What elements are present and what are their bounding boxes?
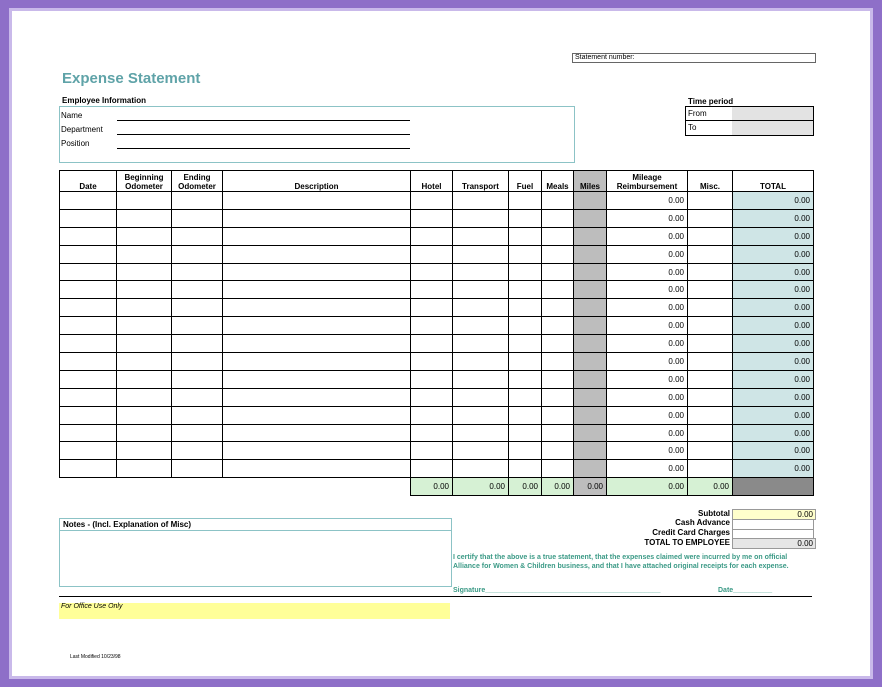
cell-beginning-odometer[interactable] [117, 245, 172, 263]
cell-date[interactable] [60, 317, 117, 335]
cell-misc[interactable] [688, 245, 733, 263]
totals-row [60, 478, 814, 496]
cell-meals[interactable] [542, 460, 574, 478]
transport-total: 0.00 [453, 478, 509, 496]
col-header-description: Description [223, 171, 411, 192]
cell-mileage-reimbursement: 0.00 [607, 299, 688, 317]
cell-fuel[interactable] [509, 406, 542, 424]
cell-mileage-reimbursement: 0.00 [607, 442, 688, 460]
col-header-beginning-odometer: Beginning Odometer [117, 171, 172, 192]
cell-ending-odometer[interactable] [172, 442, 223, 460]
table-row [60, 281, 814, 299]
cell-hotel[interactable] [411, 370, 453, 388]
cell-meals[interactable] [542, 245, 574, 263]
cell-transport[interactable] [453, 388, 509, 406]
table-row [60, 263, 814, 281]
cell-mileage-reimbursement: 0.00 [607, 281, 688, 299]
cell-date[interactable] [60, 227, 117, 245]
cell-date[interactable] [60, 245, 117, 263]
cell-transport[interactable] [453, 192, 509, 210]
cell-meals[interactable] [542, 388, 574, 406]
cell-beginning-odometer[interactable] [117, 209, 172, 227]
cell-mileage-reimbursement: 0.00 [607, 460, 688, 478]
cell-hotel[interactable] [411, 424, 453, 442]
col-header-misc: Misc. [688, 171, 733, 192]
cell-hotel[interactable] [411, 317, 453, 335]
cell-beginning-odometer[interactable] [117, 388, 172, 406]
cell-misc[interactable] [688, 227, 733, 245]
from-field[interactable] [732, 107, 813, 121]
cell-mileage-reimbursement: 0.00 [607, 353, 688, 371]
cell-description[interactable] [223, 263, 411, 281]
cell-misc[interactable] [688, 388, 733, 406]
to-label: To [688, 123, 697, 132]
cell-transport[interactable] [453, 424, 509, 442]
cell-meals[interactable] [542, 424, 574, 442]
cell-date[interactable] [60, 299, 117, 317]
cell-date[interactable] [60, 442, 117, 460]
position-input-line[interactable] [117, 148, 410, 149]
cell-total: 0.00 [733, 442, 814, 460]
cell-beginning-odometer[interactable] [117, 442, 172, 460]
to-field[interactable] [732, 121, 813, 135]
col-header-date: Date [60, 171, 117, 192]
cell-ending-odometer[interactable] [172, 370, 223, 388]
hotel-total: 0.00 [411, 478, 453, 496]
table-row [60, 460, 814, 478]
cell-meals[interactable] [542, 370, 574, 388]
cell-ending-odometer[interactable] [172, 424, 223, 442]
cell-misc[interactable] [688, 263, 733, 281]
cell-transport[interactable] [453, 370, 509, 388]
cell-fuel[interactable] [509, 299, 542, 317]
cell-hotel[interactable] [411, 388, 453, 406]
cell-beginning-odometer[interactable] [117, 281, 172, 299]
cell-miles[interactable] [574, 281, 607, 299]
cell-total: 0.00 [733, 388, 814, 406]
cell-meals[interactable] [542, 317, 574, 335]
cell-date[interactable] [60, 460, 117, 478]
cell-description[interactable] [223, 317, 411, 335]
cell-date[interactable] [60, 388, 117, 406]
cell-beginning-odometer[interactable] [117, 299, 172, 317]
time-period-heading: Time period [688, 97, 734, 106]
cell-hotel[interactable] [411, 460, 453, 478]
cell-hotel[interactable] [411, 442, 453, 460]
statement-number-label: Statement number: [575, 54, 635, 61]
cell-beginning-odometer[interactable] [117, 370, 172, 388]
cash-advance-label: Cash Advance [675, 518, 730, 527]
cell-mileage-reimbursement: 0.00 [607, 317, 688, 335]
cell-transport[interactable] [453, 353, 509, 371]
cell-ending-odometer[interactable] [172, 192, 223, 210]
cell-total: 0.00 [733, 460, 814, 478]
cell-misc[interactable] [688, 424, 733, 442]
cell-total: 0.00 [733, 192, 814, 210]
cell-description[interactable] [223, 460, 411, 478]
cell-fuel[interactable] [509, 442, 542, 460]
cell-hotel[interactable] [411, 335, 453, 353]
cell-total: 0.00 [733, 281, 814, 299]
cell-meals[interactable] [542, 263, 574, 281]
cell-ending-odometer[interactable] [172, 227, 223, 245]
cell-misc[interactable] [688, 209, 733, 227]
cell-beginning-odometer[interactable] [117, 335, 172, 353]
cell-description[interactable] [223, 281, 411, 299]
cell-total: 0.00 [733, 263, 814, 281]
subtotal-label: Subtotal [698, 509, 730, 518]
expense-table [59, 170, 814, 496]
cell-transport[interactable] [453, 442, 509, 460]
cell-date[interactable] [60, 370, 117, 388]
cell-meals[interactable] [542, 335, 574, 353]
cell-hotel[interactable] [411, 192, 453, 210]
cell-total: 0.00 [733, 353, 814, 371]
cell-description[interactable] [223, 442, 411, 460]
cell-miles[interactable] [574, 388, 607, 406]
cell-fuel[interactable] [509, 245, 542, 263]
cell-miles[interactable] [574, 263, 607, 281]
office-use-label: For Office Use Only [61, 603, 123, 610]
cell-total: 0.00 [733, 370, 814, 388]
cell-fuel[interactable] [509, 281, 542, 299]
cell-hotel[interactable] [411, 263, 453, 281]
col-header-miles: Miles [574, 171, 607, 192]
cell-description[interactable] [223, 388, 411, 406]
cell-total: 0.00 [733, 317, 814, 335]
cell-miles[interactable] [574, 209, 607, 227]
cell-mileage-reimbursement: 0.00 [607, 227, 688, 245]
from-label: From [686, 107, 732, 121]
cell-fuel[interactable] [509, 460, 542, 478]
cell-transport[interactable] [453, 317, 509, 335]
cell-meals[interactable] [542, 299, 574, 317]
cell-beginning-odometer[interactable] [117, 227, 172, 245]
cell-date[interactable] [60, 192, 117, 210]
cell-ending-odometer[interactable] [172, 335, 223, 353]
statement-number-field[interactable] [572, 53, 816, 63]
cell-fuel[interactable] [509, 209, 542, 227]
cell-misc[interactable] [688, 299, 733, 317]
cell-transport[interactable] [453, 227, 509, 245]
cell-description[interactable] [223, 406, 411, 424]
certification-text: I certify that the above is a true statement, that the expenses claimed were incurred by me on official Alliance for Women & Children business, and that I have attached original receipts for each expense. [453, 554, 789, 570]
table-row [60, 209, 814, 227]
table-row [60, 442, 814, 460]
cell-total: 0.00 [733, 406, 814, 424]
cell-misc[interactable] [688, 442, 733, 460]
cell-miles[interactable] [574, 192, 607, 210]
cell-beginning-odometer[interactable] [117, 460, 172, 478]
cell-ending-odometer[interactable] [172, 317, 223, 335]
cell-miles[interactable] [574, 317, 607, 335]
cell-ending-odometer[interactable] [172, 281, 223, 299]
miles-total: 0.00 [574, 478, 607, 496]
table-row [60, 335, 814, 353]
cell-misc[interactable] [688, 353, 733, 371]
cell-date[interactable] [60, 335, 117, 353]
cell-ending-odometer[interactable] [172, 406, 223, 424]
col-header-meals: Meals [542, 171, 574, 192]
cell-miles[interactable] [574, 406, 607, 424]
table-row [60, 299, 814, 317]
cell-misc[interactable] [688, 460, 733, 478]
cell-meals[interactable] [542, 281, 574, 299]
date-line[interactable]: Date__________ [718, 587, 773, 594]
cell-beginning-odometer[interactable] [117, 424, 172, 442]
cell-fuel[interactable] [509, 263, 542, 281]
table-row [60, 227, 814, 245]
cell-date[interactable] [60, 281, 117, 299]
cell-misc[interactable] [688, 192, 733, 210]
cell-transport[interactable] [453, 299, 509, 317]
col-header-hotel: Hotel [411, 171, 453, 192]
col-header-mileage-reimbursement: Mileage Reimbursement [607, 171, 688, 192]
time-period-box [685, 106, 814, 136]
cell-fuel[interactable] [509, 424, 542, 442]
cell-hotel[interactable] [411, 245, 453, 263]
table-row [60, 406, 814, 424]
cell-misc[interactable] [688, 281, 733, 299]
cell-ending-odometer[interactable] [172, 209, 223, 227]
total-to-employee-value: 0.00 [732, 538, 816, 549]
cell-date[interactable] [60, 209, 117, 227]
cell-mileage-reimbursement: 0.00 [607, 192, 688, 210]
cell-mileage-reimbursement: 0.00 [607, 245, 688, 263]
cell-ending-odometer[interactable] [172, 299, 223, 317]
cell-beginning-odometer[interactable] [117, 406, 172, 424]
page-title: Expense Statement [62, 70, 201, 87]
cell-meals[interactable] [542, 227, 574, 245]
cell-misc[interactable] [688, 406, 733, 424]
cell-total: 0.00 [733, 299, 814, 317]
cell-misc[interactable] [688, 317, 733, 335]
cell-transport[interactable] [453, 245, 509, 263]
total-to-employee-label: TOTAL TO EMPLOYEE [644, 538, 730, 547]
cell-beginning-odometer[interactable] [117, 353, 172, 371]
cell-transport[interactable] [453, 335, 509, 353]
cell-date[interactable] [60, 353, 117, 371]
col-header-transport: Transport [453, 171, 509, 192]
cell-description[interactable] [223, 353, 411, 371]
office-use-box[interactable] [59, 603, 450, 619]
cell-date[interactable] [60, 424, 117, 442]
cell-description[interactable] [223, 424, 411, 442]
cell-fuel[interactable] [509, 370, 542, 388]
table-row [60, 388, 814, 406]
col-header-ending-odometer: Ending Odometer [172, 171, 223, 192]
last-modified: Last Modified 10/23/98 [70, 654, 121, 660]
table-row [60, 353, 814, 371]
name-input-line[interactable] [117, 120, 410, 121]
cell-transport[interactable] [453, 406, 509, 424]
cell-misc[interactable] [688, 335, 733, 353]
name-label: Name [61, 111, 83, 120]
cell-mileage-reimbursement: 0.00 [607, 335, 688, 353]
table-row [60, 245, 814, 263]
cell-hotel[interactable] [411, 227, 453, 245]
employee-info-heading: Employee Information [62, 96, 147, 105]
cell-meals[interactable] [542, 192, 574, 210]
table-row [60, 317, 814, 335]
cell-total: 0.00 [733, 227, 814, 245]
table-row [60, 424, 814, 442]
cell-description[interactable] [223, 192, 411, 210]
cell-total: 0.00 [733, 424, 814, 442]
cell-beginning-odometer[interactable] [117, 263, 172, 281]
cell-hotel[interactable] [411, 281, 453, 299]
cell-ending-odometer[interactable] [172, 245, 223, 263]
cell-meals[interactable] [542, 442, 574, 460]
cell-mileage-reimbursement: 0.00 [607, 209, 688, 227]
cell-ending-odometer[interactable] [172, 353, 223, 371]
cell-meals[interactable] [542, 353, 574, 371]
cell-miles[interactable] [574, 442, 607, 460]
cell-mileage-reimbursement: 0.00 [607, 370, 688, 388]
cell-description[interactable] [223, 335, 411, 353]
cell-miles[interactable] [574, 353, 607, 371]
cell-hotel[interactable] [411, 209, 453, 227]
cell-description[interactable] [223, 227, 411, 245]
cell-date[interactable] [60, 406, 117, 424]
signature-line[interactable]: Signature_____________________________________________ [453, 587, 661, 594]
notes-box[interactable] [59, 518, 452, 587]
cell-miles[interactable] [574, 424, 607, 442]
cell-meals[interactable] [542, 406, 574, 424]
misc-total: 0.00 [688, 478, 733, 496]
cell-ending-odometer[interactable] [172, 388, 223, 406]
cell-hotel[interactable] [411, 406, 453, 424]
cell-total: 0.00 [733, 245, 814, 263]
mileage-total: 0.00 [607, 478, 688, 496]
cell-miles[interactable] [574, 370, 607, 388]
cell-miles[interactable] [574, 227, 607, 245]
cell-fuel[interactable] [509, 192, 542, 210]
col-header-total: TOTAL [733, 171, 814, 192]
cell-beginning-odometer[interactable] [117, 317, 172, 335]
cell-fuel[interactable] [509, 353, 542, 371]
department-label: Department [61, 125, 103, 134]
cell-ending-odometer[interactable] [172, 263, 223, 281]
table-row [60, 370, 814, 388]
cell-total: 0.00 [733, 335, 814, 353]
cell-transport[interactable] [453, 281, 509, 299]
cell-mileage-reimbursement: 0.00 [607, 424, 688, 442]
cell-transport[interactable] [453, 263, 509, 281]
col-header-fuel: Fuel [509, 171, 542, 192]
cell-date[interactable] [60, 263, 117, 281]
cell-miles[interactable] [574, 460, 607, 478]
cell-mileage-reimbursement: 0.00 [607, 263, 688, 281]
cell-beginning-odometer[interactable] [117, 192, 172, 210]
cell-misc[interactable] [688, 370, 733, 388]
grand-total-cell [733, 478, 814, 496]
cell-hotel[interactable] [411, 353, 453, 371]
credit-card-label: Credit Card Charges [652, 528, 730, 537]
cell-transport[interactable] [453, 460, 509, 478]
notes-label: Notes - (Incl. Explanation of Misc) [60, 519, 451, 531]
cell-mileage-reimbursement: 0.00 [607, 388, 688, 406]
cell-miles[interactable] [574, 335, 607, 353]
cell-hotel[interactable] [411, 299, 453, 317]
cell-description[interactable] [223, 209, 411, 227]
cell-mileage-reimbursement: 0.00 [607, 406, 688, 424]
cell-description[interactable] [223, 245, 411, 263]
department-input-line[interactable] [117, 134, 410, 135]
cell-total: 0.00 [733, 209, 814, 227]
fuel-total: 0.00 [509, 478, 542, 496]
position-label: Position [61, 139, 90, 148]
cell-fuel[interactable] [509, 227, 542, 245]
cell-ending-odometer[interactable] [172, 460, 223, 478]
table-row [60, 192, 814, 210]
cell-miles[interactable] [574, 299, 607, 317]
subtotal-value: 0.00 [732, 509, 816, 520]
cell-fuel[interactable] [509, 317, 542, 335]
cell-description[interactable] [223, 370, 411, 388]
meals-total: 0.00 [542, 478, 574, 496]
cell-fuel[interactable] [509, 335, 542, 353]
cell-description[interactable] [223, 299, 411, 317]
cell-miles[interactable] [574, 245, 607, 263]
cell-meals[interactable] [542, 209, 574, 227]
cell-fuel[interactable] [509, 388, 542, 406]
divider [59, 596, 812, 597]
cell-transport[interactable] [453, 209, 509, 227]
